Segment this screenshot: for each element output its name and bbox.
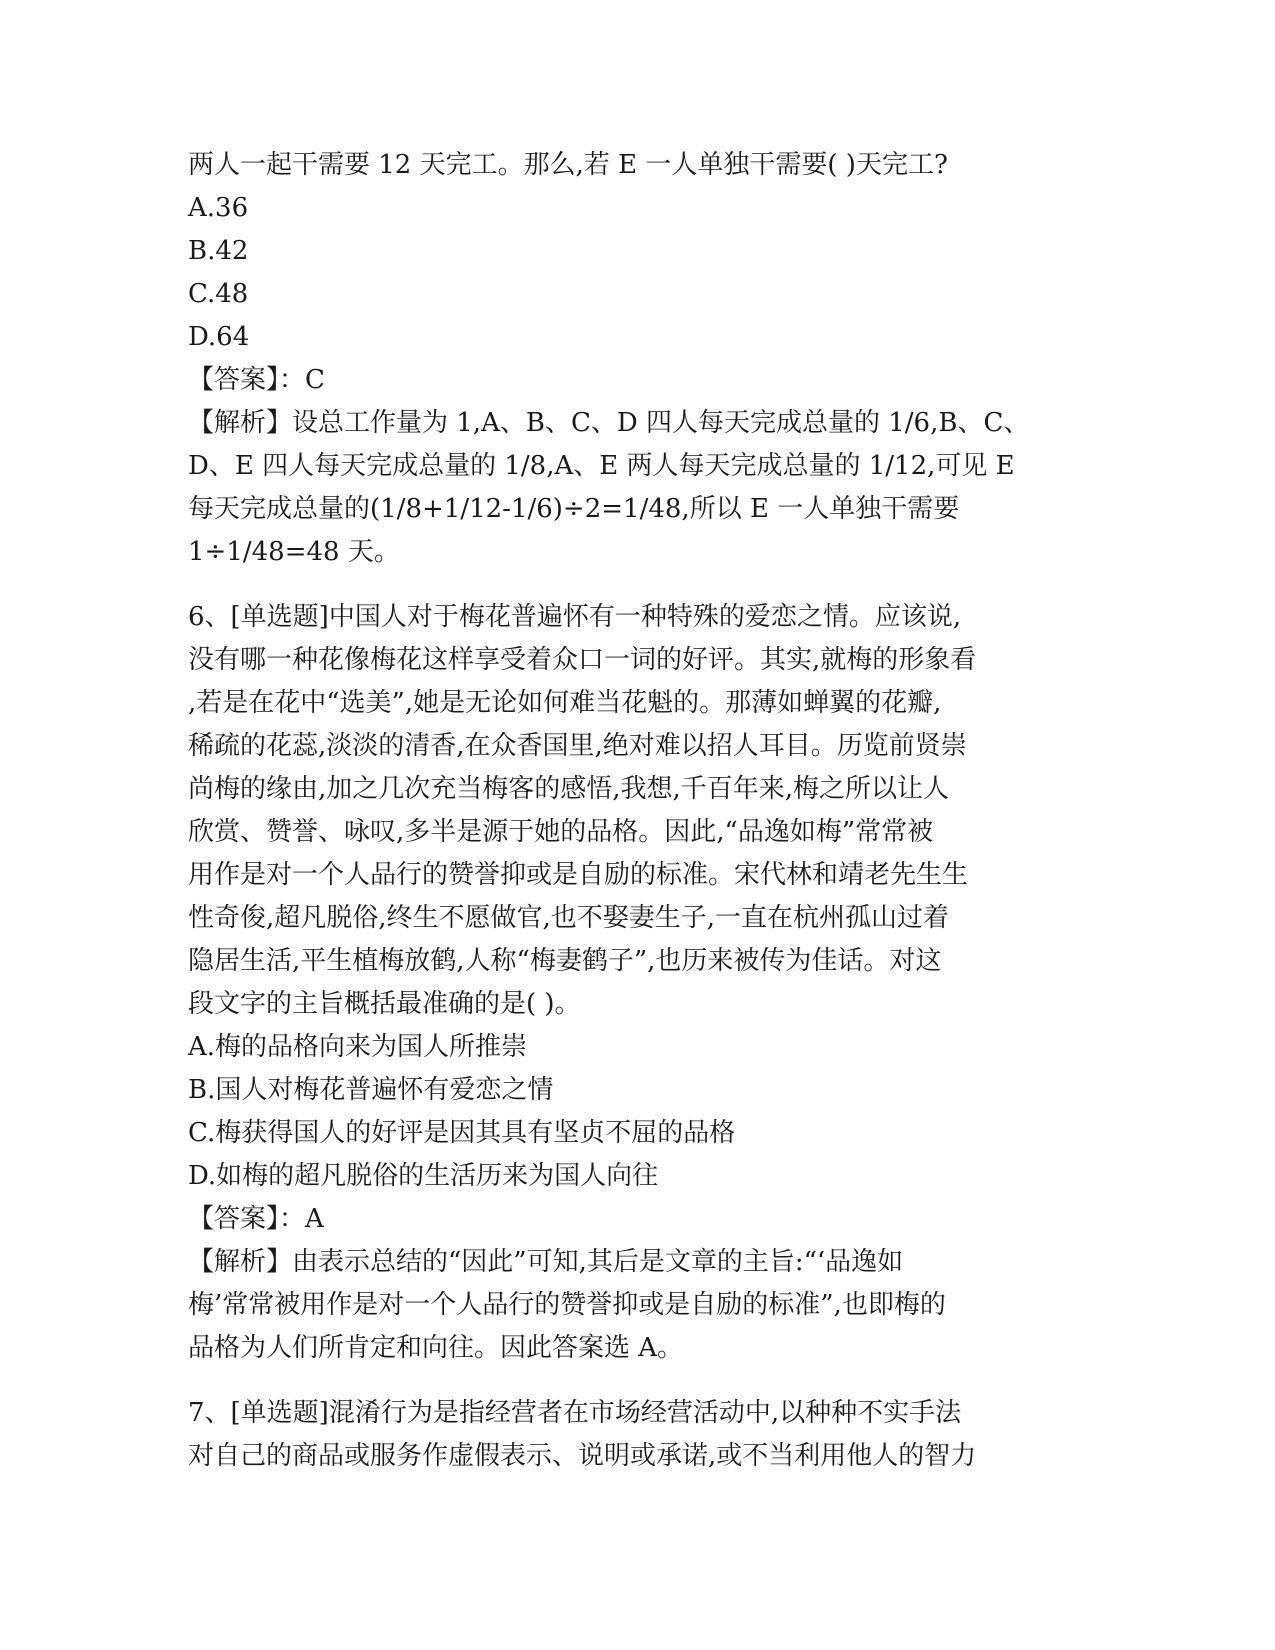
question-6-stem-line: ,若是在花中“选美”,她是无论如何难当花魁的。那薄如蝉翼的花瓣, — [188, 688, 942, 718]
question-6-analysis-line: 【解析】由表示总结的“因此”可知,其后是文章的主旨:“‘品逸如 — [188, 1247, 904, 1277]
question-5-analysis-line: 【解析】设总工作量为 1,A、B、C、D 四人每天完成总量的 1/6,B、C、 — [188, 408, 1030, 438]
question-7 — [188, 1392, 1088, 1478]
question-5 — [188, 144, 1088, 574]
question-6-stem-line: 欣赏、赞誉、咏叹,多半是源于她的品格。因此,“品逸如梅”常常被 — [188, 817, 934, 847]
question-6-analysis-line: 梅’常常被用作是对一个人品行的赞誉抑或是自励的标准”,也即梅的 — [188, 1290, 946, 1320]
question-6-analysis-line: 品格为人们所肯定和向往。因此答案选 A。 — [188, 1333, 684, 1363]
question-5-analysis-line: 每天完成总量的(1/8+1/12-1/6)÷2=1/48,所以 E 一人单独干需要 — [188, 494, 960, 524]
question-6-stem-line: 性奇俊,超凡脱俗,终生不愿做官,也不娶妻生子,一直在杭州孤山过着 — [188, 903, 950, 933]
question-6-stem-line: 用作是对一个人品行的赞誉抑或是自励的标准。宋代林和靖老先生生 — [188, 860, 969, 890]
question-5-option-d: D.64 — [188, 322, 250, 352]
question-5-option-a: A.36 — [188, 193, 249, 223]
question-7-stem-line: 对自己的商品或服务作虚假表示、说明或承诺,或不当利用他人的智力 — [188, 1441, 977, 1471]
question-5-option-b: B.42 — [188, 236, 249, 266]
question-6-stem-line: 稀疏的花蕊,淡淡的清香,在众香国里,绝对难以招人耳目。历览前贤崇 — [188, 731, 967, 761]
question-5-analysis-line: D、E 四人每天完成总量的 1/8,A、E 两人每天完成总量的 1/12,可见 E — [188, 451, 1015, 481]
question-6-stem-line: 段文字的主旨概括最准确的是( )。 — [188, 989, 581, 1019]
paragraph-gap — [188, 574, 1088, 596]
question-5-option-c: C.48 — [188, 279, 249, 309]
question-6-stem-line: 没有哪一种花像梅花这样享受着众口一词的好评。其实,就梅的形象看 — [188, 645, 977, 675]
question-6-stem-line: 6、[单选题]中国人对于梅花普遍怀有一种特殊的爱恋之情。应该说, — [188, 602, 962, 632]
question-6-option-b: B.国人对梅花普遍怀有爱恋之情 — [188, 1075, 554, 1105]
question-7-stem-line: 7、[单选题]混淆行为是指经营者在市场经营活动中,以种种不实手法 — [188, 1398, 962, 1428]
question-6-answer: 【答案】：A — [188, 1204, 324, 1234]
question-6-stem-line: 尚梅的缘由,加之几次充当梅客的感悟,我想,千百年来,梅之所以让人 — [188, 774, 950, 804]
question-6-option-d: D.如梅的超凡脱俗的生活历来为国人向往 — [188, 1161, 659, 1191]
question-5-answer: 【答案】：C — [188, 365, 325, 395]
paragraph-gap — [188, 1370, 1088, 1392]
question-5-stem-tail: 两人一起干需要 12 天完工。那么,若 E 一人单独干需要( )天完工? — [188, 150, 948, 180]
question-6-option-c: C.梅获得国人的好评是因其具有坚贞不屈的品格 — [188, 1118, 736, 1148]
question-6 — [188, 596, 1088, 1370]
question-6-stem-line: 隐居生活,平生植梅放鹤,人称“梅妻鹤子”,也历来被传为佳话。对这 — [188, 946, 942, 976]
question-6-option-a: A.梅的品格向来为国人所推崇 — [188, 1032, 528, 1062]
document-page — [188, 144, 1088, 1478]
question-5-analysis-line: 1÷1/48=48 天。 — [188, 537, 400, 567]
